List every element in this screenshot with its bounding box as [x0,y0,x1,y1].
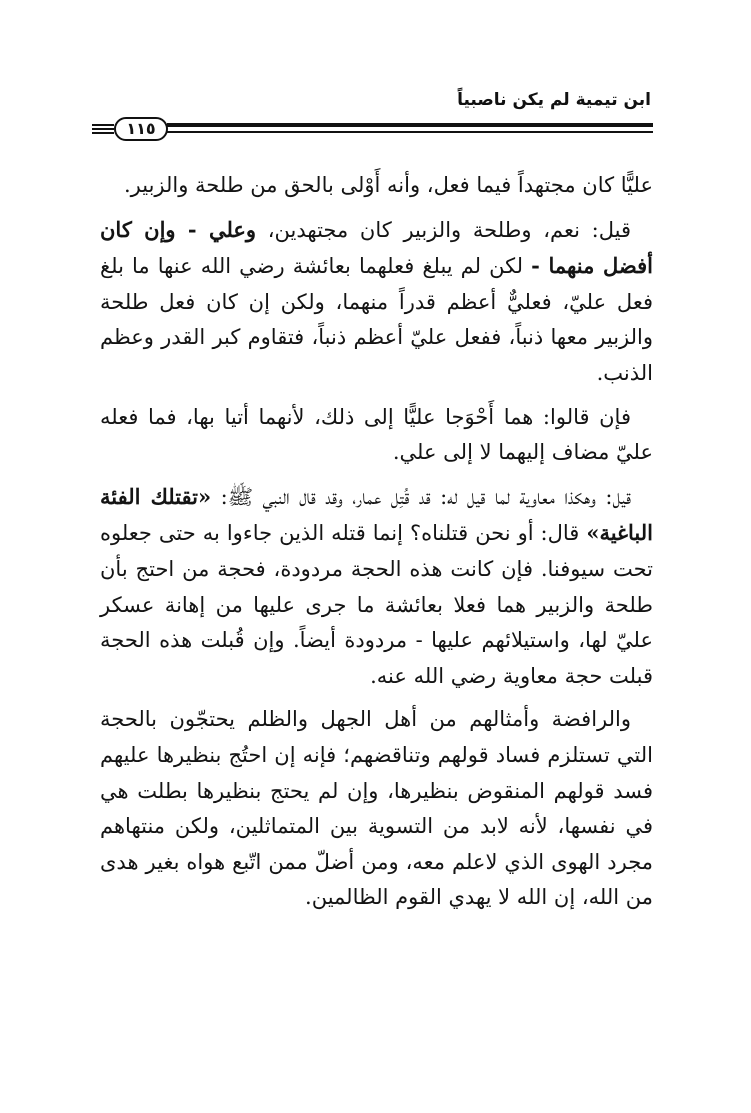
double-rule-line [167,123,653,135]
paragraph-4-text-c: قال: أو نحن قتلناه؟ إنما قتله الذين جاءوا به حتى جعلوه تحت سيوفنا. فإن كانت هذه الحجة مردودة، فحجة من احتج بأن طلحة والزبير هما فعلا بعائشة ما جرى عليها من إهانة عسكر عليّ لها، واستيلائهم عليها - مردودة أيضاً. وإن قُبلت هذه الحجة قبلت حجة معاوية رضي الله عنه. [100,521,653,688]
page-number: ١١٥ [114,117,168,141]
paragraph-4-hadith-quote: «تقتلك الفئة الباغية» [100,483,653,546]
paragraph-5: والرافضة وأمثالهم من أهل الجهل والظلم يحتجّون بالحجة التي تستلزم فساد قولهم وتناقضهم؛ فإنه إن احتُج بنظيرها عليهم فسد قولهم المنقوض بنظيرها، وإن لم يحتج بنظيرها بطلت هي في نفسها، لأنه لابد من التسوية بين المتماثلين، ولكن منتهاهم مجرد الهوى الذي لاعلم معه، ومن أضلّ ممن اتّبع هواه بغير هدى من الله، إن الله لا يهدي القوم الظالمين. [100,707,653,910]
paragraph-4 [100,479,653,695]
paragraph-2 [100,212,653,392]
paragraph-4-text-a: قيل: وهكذا معاوية لما قيل له: قد قُتِل عمار، وقد قال النبي ﷺ: [211,484,632,509]
paragraph-2-text-c: لكن لم يبلغ فعلهما بعائشة رضي الله عنها ما بلغ فعل عليّ، فعليٌّ أعظم قدراً منهما، ولكن إن كان فعل طلحة والزبير معها ذنباً، ففعل عليّ أعظم ذنباً، فتقاوم كبر القدر وعظم الذنب. [100,254,653,385]
paragraph-2-bold-phrase: وعلي - وإن كان أفضل منهما - [100,216,653,279]
page-body [100,168,653,924]
running-header-title: ابن تيمية لم يكن ناصبياً [457,90,651,110]
header-rule [92,117,653,143]
paragraph-1: عليًّا كان مجتهداً فيما فعل، وأنه أَوْلى بالحق من طلحة والزبير. [123,173,653,197]
rule-end-marks [92,124,114,134]
paragraph-2-text-a: قيل: نعم، وطلحة والزبير كان مجتهدين، [256,217,631,242]
paragraph-3: فإن قالوا: هما أَحْوَجا عليًّا إلى ذلك، لأنهما أتيا بها، فما فعله عليّ مضاف إليهما لا إلى علي. [100,404,653,465]
